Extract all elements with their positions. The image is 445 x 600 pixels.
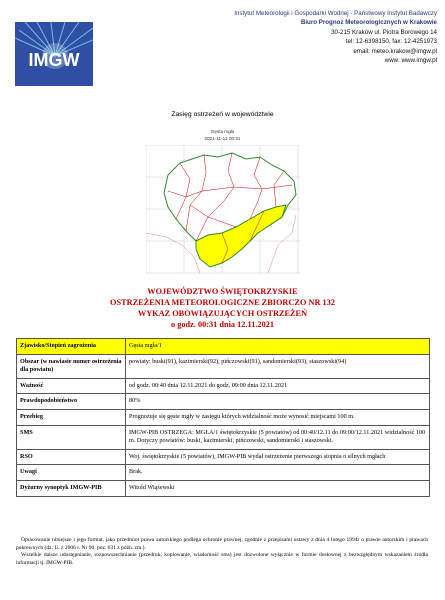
table-row <box>17 480 430 496</box>
row-value: IMGW-PIB OSTRZEGA: MGŁA/1 świętokrzyskie (5 powiatów) od 00:40/12.11 do 09:00/12.11.2021 widzialność 100 m. Dotyczy powiatów: buski, kazimierski, pińczowski, sandomierski i staszowski. <box>126 425 430 449</box>
row-value: od godz. 00:40 dnia 12.11.2021 do godz. 09:00 dnia 12.11.2021 <box>126 378 430 394</box>
map-subtitle: Gęsta mgła <box>210 129 235 134</box>
row-value: Witold Wiąśewski <box>126 480 430 496</box>
warning-list-title: WYKAZ OBOWIĄZUJĄCYCH OSTRZEŻEŃ <box>137 309 308 318</box>
table-row <box>17 449 430 465</box>
row-value: Woj. świętokrzyskie (5 powiatów), IMGW-PIB wydał ostrzeżenie pierwszego stopnia o silnych mgłach <box>126 449 430 465</box>
table-row <box>17 465 430 481</box>
phone-fax: tel: 12-6398150, fax: 12-4251973 <box>345 38 437 46</box>
copyright-paragraph: Opracowanie niniejsze i jego format, jako przedmiot prawa autorskiego podlega ochronie prawnej, zgodnie z przepisami ustawy z dnia 4 lutego 1994r o prawie autorskim i prawach pokrewnych (dz. U. z 2006 r. Nr 90, poz. 631 z późn. zm.). <box>16 537 428 551</box>
warning-bulletin-number: OSTRZEŻENIA METEOROLOGICZNE ZBIORCZO NR 132 <box>110 298 335 307</box>
office-name: Biuro Prognoz Meteorologicznych w Krakowie <box>300 19 437 27</box>
map-datetime: 2021-11-12 00:31 <box>204 136 241 141</box>
row-value: 80% <box>126 394 430 410</box>
table-row <box>17 378 430 394</box>
table-row <box>17 425 430 449</box>
row-key: Przebieg <box>17 409 126 425</box>
organization-address <box>137 9 437 65</box>
row-value: Prognozuje się gęste mgły w zasięgu których widzialność może wynosić miejscami 100 m. <box>126 409 430 425</box>
row-key: SMS <box>17 425 126 449</box>
table-row <box>17 354 430 378</box>
institute-name: Instytut Meteorologii i Gospodarki Wodnej - Państwowy Instytut Badawczy <box>234 10 437 17</box>
copyright-notice <box>16 537 428 567</box>
row-key: Ważność <box>17 378 126 394</box>
distribution-paragraph: Wszelkie dalsze udostępnianie, rozpowszechnianie (przedruk, kopiowanie, wiadomość sms) jest dozwolone wyłącznie w formie dosłownej z bezwzględnym wskazaniem źródła informacji tj. IMGW-PIB. <box>16 552 428 566</box>
warning-voivodeship: WOJEWÓDZTWO ŚWIĘTOKRZYSKIE <box>147 287 298 296</box>
website-address: www: www.imgw.pl <box>384 57 437 65</box>
map-heading: Zasięg ostrzeżeń w województwie <box>171 111 274 118</box>
row-key: Uwagi <box>17 465 126 481</box>
table-row <box>17 339 430 355</box>
row-key: Dyżurny synoptyk IMGW-PIB <box>17 480 126 496</box>
warning-header <box>0 286 445 330</box>
email-address: email: meteo.krakow@imgw.pl <box>353 47 437 55</box>
row-key: RSO <box>17 449 126 465</box>
imgw-logo <box>15 22 93 86</box>
table-row <box>17 409 430 425</box>
row-key: Prawdopodobieństwo <box>17 394 126 410</box>
row-value: powiaty: buski(91), kazimierski(92), pińczowski(91), sandomierski(93), staszowski(94) <box>126 354 430 378</box>
row-value: Brak. <box>126 465 430 481</box>
warning-issue-time: o godz. 00:31 dnia 12.11.2021 <box>170 320 275 329</box>
row-key: Zjawisko/Stopień zagrożenia <box>17 339 126 355</box>
warning-details-table <box>16 338 430 497</box>
row-key: Obszar (w nawiasie numer ostrzeżenia dla powiatu) <box>17 354 126 378</box>
voivodeship-warning-map <box>146 145 300 279</box>
street-address: 30-215 Kraków ul. Piotra Borowego 14 <box>331 28 437 36</box>
table-row <box>17 394 430 410</box>
row-value: Gęsta mgła/1 <box>126 339 430 355</box>
logo-text: IMGW <box>28 50 80 70</box>
